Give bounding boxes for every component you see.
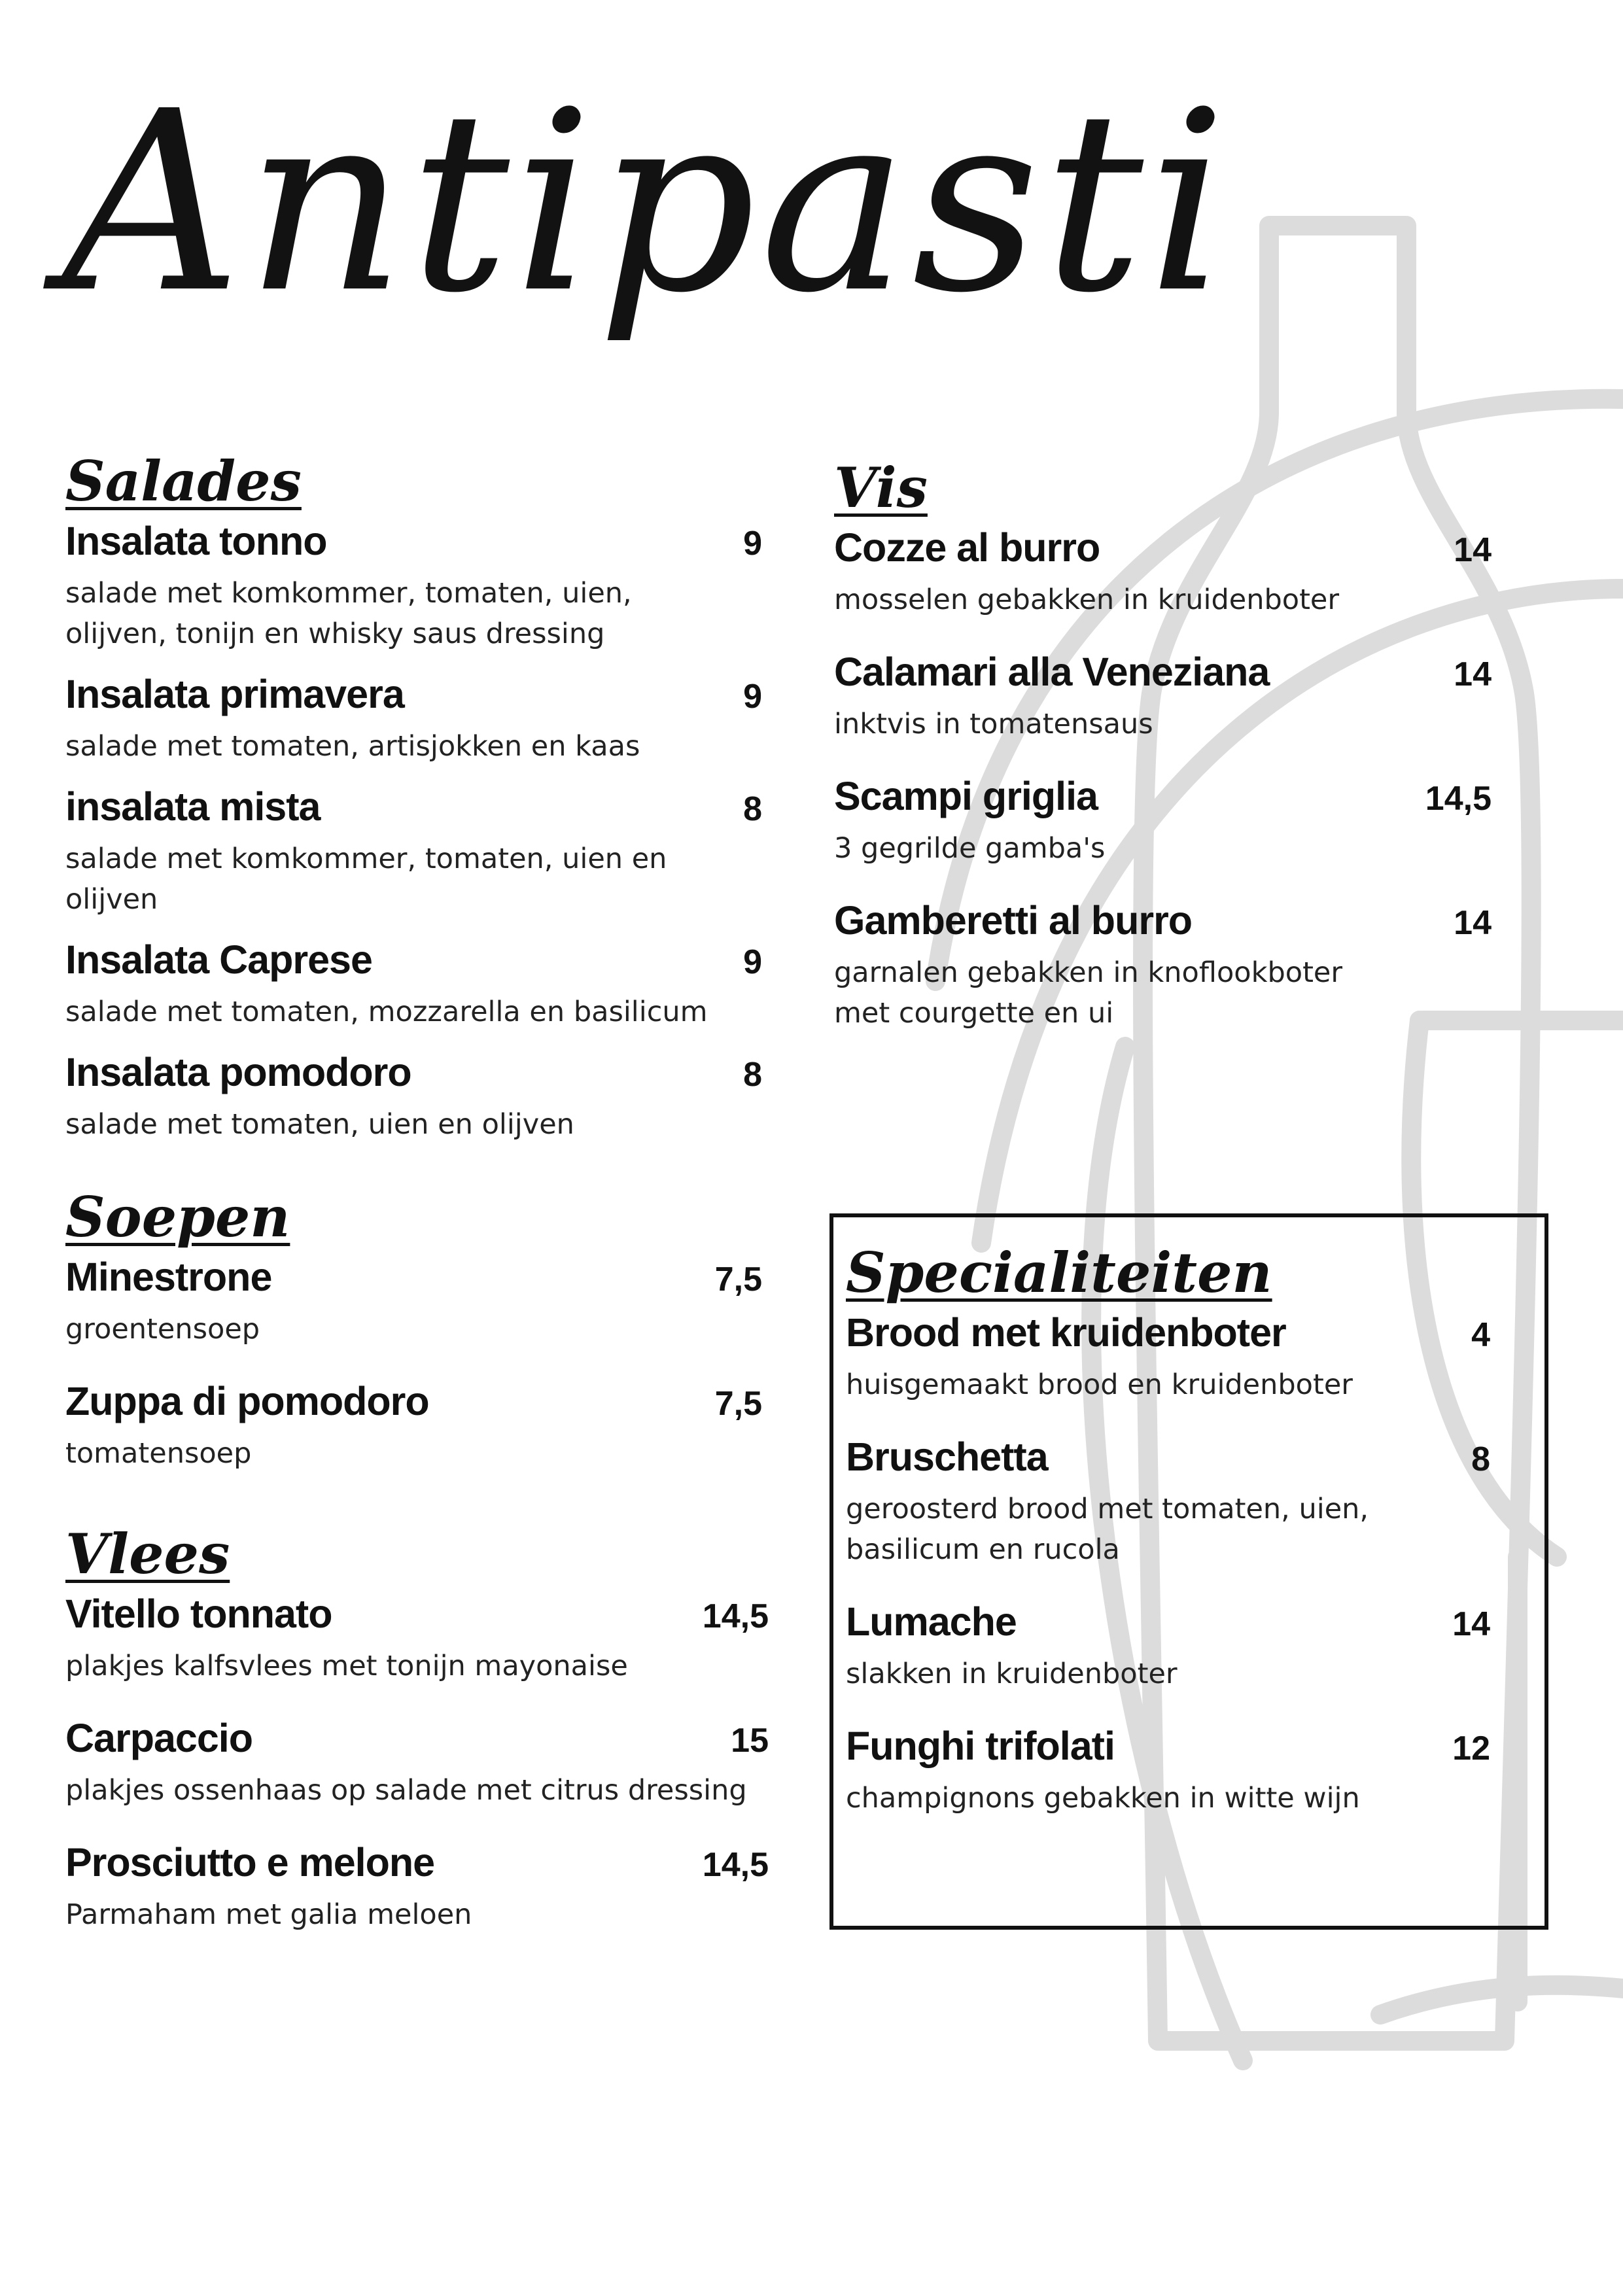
page-title: Antipasti [62,58,1231,347]
item-description: plakjes ossenhaas op salade met citrus dressing [65,1774,747,1807]
item-name: Calamari alla Veneziana [834,650,1270,695]
item-price: 14 [1454,904,1492,943]
item-price: 14 [1454,655,1492,694]
item-description: salade met komkommer, tomaten, uien en olijven [65,843,667,916]
item-name: Minestrone [65,1255,272,1300]
menu-item-list [65,1254,762,1474]
menu-item [846,1599,1490,1694]
item-name: Bruschetta [846,1435,1048,1480]
section-salades [65,451,762,1162]
item-description: salade met tomaten, uien en olijven [65,1108,574,1141]
menu-item [834,649,1492,744]
item-name: Insalata primavera [65,672,404,717]
menu-item [65,518,762,654]
item-description: Parmaham met galia meloen [65,1898,472,1932]
item-name: Scampi griglia [834,774,1098,819]
item-description: mosselen gebakken in kruidenboter [834,583,1340,617]
menu-item [65,671,762,767]
item-name: Lumache [846,1599,1017,1644]
menu-item [65,1839,769,1935]
menu-item-list [834,525,1492,1034]
item-price: 9 [743,943,762,982]
item-price: 14,5 [1425,780,1492,818]
menu-item [846,1723,1490,1818]
item-name: Insalata Caprese [65,937,372,983]
item-price: 9 [743,525,762,563]
item-price: 8 [1471,1440,1490,1479]
item-price: 12 [1452,1730,1490,1768]
menu-item [65,1591,769,1686]
item-price: 7,5 [714,1261,762,1299]
item-name: Insalata pomodoro [65,1050,411,1095]
menu-item [65,937,762,1032]
section-vis [834,455,1492,1062]
item-price: 8 [743,790,762,829]
menu-item [834,897,1492,1034]
menu-item [834,525,1492,620]
item-name: Gamberetti al burro [834,898,1193,943]
item-description: groentensoep [65,1313,260,1346]
item-description: salade met tomaten, artisjokken en kaas [65,730,640,763]
item-description: geroosterd brood met tomaten, uien, basilicum en rucola [846,1493,1369,1567]
menu-item [65,784,762,920]
item-price: 14,5 [702,1846,769,1885]
item-description: slakken in kruidenboter [846,1658,1178,1691]
item-name: Zuppa di pomodoro [65,1379,429,1424]
item-description: garnalen gebakken in knoflookboter met courgette en ui [834,956,1343,1030]
section-title-salades: Salades [65,449,302,513]
item-price: 14,5 [702,1597,769,1636]
section-title-specialiteiten: Specialiteiten [846,1240,1272,1305]
menu-item [65,1254,762,1349]
item-description: 3 gegrilde gamba's [834,832,1106,865]
item-description: inktvis in tomatensaus [834,708,1153,741]
menu-item-list [846,1310,1490,1818]
item-name: Insalata tonno [65,519,327,564]
item-description: salade met komkommer, tomaten, uien, olijven, tonijn en whisky saus dressing [65,577,632,651]
menu-item [65,1049,762,1145]
item-name: Brood met kruidenboter [846,1310,1286,1355]
menu-item [846,1434,1490,1570]
item-price: 14 [1454,531,1492,570]
section-title-vis: Vis [834,455,928,520]
item-name: Funghi trifolati [846,1724,1115,1769]
item-price: 9 [743,678,762,716]
item-name: Cozze al burro [834,525,1100,570]
section-vlees [65,1524,769,1964]
section-specialiteiten [846,1240,1490,1847]
item-description: plakjes kalfsvlees met tonijn mayonaise [65,1650,628,1683]
section-soepen [65,1187,762,1503]
item-name: insalata mista [65,784,321,829]
menu-item-list [65,1591,769,1935]
menu-item [846,1310,1490,1405]
item-price: 8 [743,1056,762,1094]
item-description: huisgemaakt brood en kruidenboter [846,1368,1353,1402]
section-title-vlees: Vlees [65,1522,230,1586]
menu-item [834,773,1492,869]
menu-item [65,1378,762,1474]
item-price: 7,5 [714,1385,762,1423]
item-name: Carpaccio [65,1716,253,1761]
item-price: 4 [1471,1316,1490,1355]
item-name: Vitello tonnato [65,1592,332,1637]
item-description: tomatensoep [65,1437,252,1470]
menu-item [65,1715,769,1811]
item-description: champignons gebakken in witte wijn [846,1782,1360,1815]
item-price: 15 [731,1722,769,1760]
item-name: Prosciutto e melone [65,1840,435,1885]
menu-item-list [65,518,762,1145]
item-description: salade met tomaten, mozzarella en basilicum [65,996,708,1029]
item-price: 14 [1452,1605,1490,1644]
section-title-soepen: Soepen [65,1185,290,1249]
